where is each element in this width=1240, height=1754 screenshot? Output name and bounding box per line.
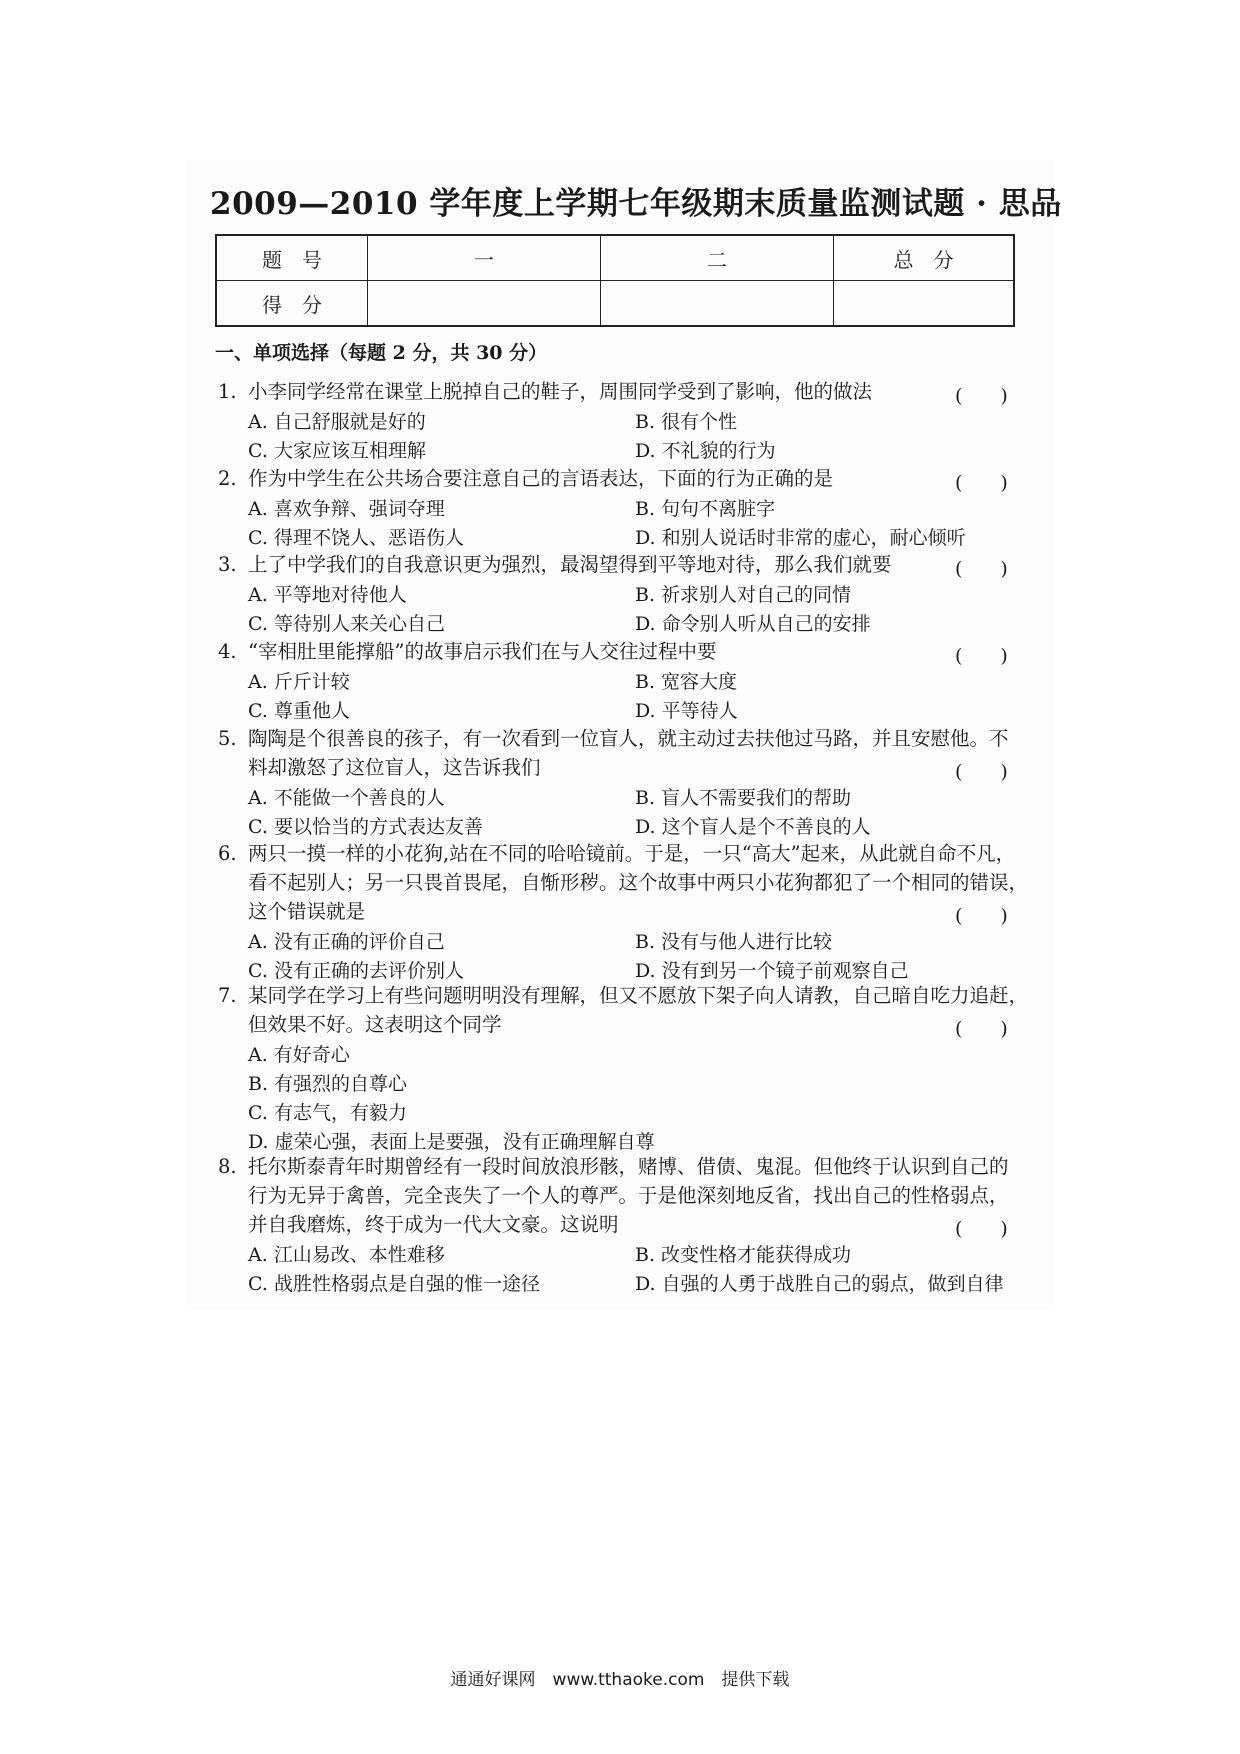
answer-option[interactable]: D. 虚荣心强，表面上是要强，没有正确理解自尊 [248, 1131, 655, 1153]
answer-option[interactable]: C. 大家应该互相理解 [248, 440, 426, 462]
answer-bracket[interactable]: ( ) [955, 472, 1008, 494]
answer-option[interactable]: A. 自己舒服就是好的 [248, 411, 426, 433]
question-number: 7. [218, 984, 237, 1007]
answer-bracket[interactable]: ( ) [955, 1018, 1008, 1040]
question-number: 5. [218, 727, 237, 750]
question-number: 1. [218, 380, 237, 403]
question-number: 3. [218, 553, 237, 576]
answer-bracket[interactable]: ( ) [955, 761, 1008, 783]
question-stem-line: 两只一摸一样的小花狗,站在不同的哈哈镜前。于是，一只“高大”起来，从此就自命不凡， [248, 842, 1016, 865]
answer-option[interactable]: D. 平等待人 [635, 700, 738, 722]
answer-option[interactable]: A. 有好奇心 [248, 1044, 350, 1066]
score-table-score-row [216, 281, 1014, 327]
answer-option[interactable]: B. 改变性格才能获得成功 [635, 1244, 852, 1266]
question-stem-line: 小李同学经常在课堂上脱掉自己的鞋子，周围同学受到了影响，他的做法 [248, 380, 873, 403]
answer-option[interactable]: D. 自强的人勇于战胜自己的弱点，做到自律 [635, 1273, 1004, 1295]
exam-title: 2009—2010 学年度上学期七年级期末质量监测试题 · 思品 [210, 186, 1062, 222]
answer-option[interactable]: C. 要以恰当的方式表达友善 [248, 816, 483, 838]
footer-credit: 通通好课网 www.tthaoke.com 提供下载 [450, 1670, 790, 1690]
answer-option[interactable]: C. 战胜性格弱点是自强的惟一途径 [248, 1273, 540, 1295]
question-stem-line: 看不起别人；另一只畏首畏尾，自惭形秽。这个故事中两只小花狗都犯了一个相同的错误， [248, 871, 1029, 894]
question-stem-line: 上了中学我们的自我意识更为强烈，最渴望得到平等地对待，那么我们就要 [248, 553, 892, 576]
answer-option[interactable]: D. 和别人说话时非常的虚心，耐心倾听 [635, 527, 966, 549]
section-two-header: 二 [601, 235, 834, 281]
question-number-label: 题 号 [216, 235, 368, 281]
section-two-score-cell[interactable] [601, 281, 834, 327]
answer-option[interactable]: C. 得理不饶人、恶语伤人 [248, 527, 464, 549]
question-number: 8. [218, 1155, 237, 1178]
answer-option[interactable]: B. 祈求别人对自己的同情 [635, 584, 852, 606]
section-one-score-cell[interactable] [368, 281, 601, 327]
answer-bracket[interactable]: ( ) [955, 1218, 1008, 1240]
question-stem-line: 作为中学生在公共场合要注意自己的言语表达，下面的行为正确的是 [248, 467, 834, 490]
question-stem-line: 料却激怒了这位盲人，这告诉我们 [248, 756, 541, 779]
answer-option[interactable]: A. 不能做一个善良的人 [248, 787, 445, 809]
question-number: 4. [218, 640, 237, 663]
answer-bracket[interactable]: ( ) [955, 645, 1008, 667]
answer-option[interactable]: B. 宽容大度 [635, 671, 738, 693]
answer-option[interactable]: B. 盲人不需要我们的帮助 [635, 787, 852, 809]
question-stem-line: 某同学在学习上有些问题明明没有理解，但又不愿放下架子向人请教，自己暗自吃力追赶， [248, 984, 1029, 1007]
answer-option[interactable]: C. 尊重他人 [248, 700, 350, 722]
answer-option[interactable]: B. 没有与他人进行比较 [635, 931, 833, 953]
total-score-cell[interactable] [834, 281, 1015, 327]
answer-option[interactable]: D. 不礼貌的行为 [635, 440, 776, 462]
question-number: 2. [218, 467, 237, 490]
question-stem-line: 这个错误就是 [248, 900, 366, 923]
answer-option[interactable]: D. 这个盲人是个不善良的人 [635, 816, 871, 838]
answer-option[interactable]: B. 很有个性 [635, 411, 738, 433]
question-stem-line: “宰相肚里能撑船”的故事启示我们在与人交往过程中要 [248, 640, 717, 663]
question-stem-line: 行为无异于禽兽，完全丧失了一个人的尊严。于是他深刻地反省，找出自己的性格弱点， [248, 1184, 1009, 1207]
answer-bracket[interactable]: ( ) [955, 385, 1008, 407]
answer-option[interactable]: A. 平等地对待他人 [248, 584, 407, 606]
question-stem-line: 托尔斯泰青年时期曾经有一段时间放浪形骸，赌博、借债、鬼混。但他终于认识到自己的 [248, 1155, 1009, 1178]
answer-option[interactable]: A. 江山易改、本性难移 [248, 1244, 445, 1266]
question-stem-line: 陶陶是个很善良的孩子，有一次看到一位盲人，就主动过去扶他过马路，并且安慰他。不 [248, 727, 1009, 750]
question-stem-line: 并自我磨炼，终于成为一代大文豪。这说明 [248, 1213, 619, 1236]
answer-bracket[interactable]: ( ) [955, 905, 1008, 927]
total-score-header: 总 分 [834, 235, 1015, 281]
answer-option[interactable]: A. 没有正确的评价自己 [248, 931, 445, 953]
section-one-header: 一 [368, 235, 601, 281]
question-stem-line: 但效果不好。这表明这个同学 [248, 1013, 502, 1036]
answer-option[interactable]: D. 没有到另一个镜子前观察自己 [635, 960, 909, 982]
score-label: 得 分 [216, 281, 368, 327]
answer-option[interactable]: C. 有志气，有毅力 [248, 1102, 407, 1124]
answer-option[interactable]: B. 有强烈的自尊心 [248, 1073, 408, 1095]
answer-option[interactable]: C. 没有正确的去评价别人 [248, 960, 464, 982]
answer-option[interactable]: A. 喜欢争辩、强词夺理 [248, 498, 445, 520]
section-heading: 一、单项选择（每题 2 分，共 30 分） [215, 342, 548, 364]
score-table-header-row [216, 235, 1014, 281]
answer-option[interactable]: D. 命令别人听从自己的安排 [635, 613, 871, 635]
score-table [215, 234, 1015, 327]
question-number: 6. [218, 842, 237, 865]
answer-option[interactable]: B. 句句不离脏字 [635, 498, 776, 520]
answer-option[interactable]: A. 斤斤计较 [248, 671, 350, 693]
answer-option[interactable]: C. 等待别人来关心自己 [248, 613, 445, 635]
answer-bracket[interactable]: ( ) [955, 558, 1008, 580]
